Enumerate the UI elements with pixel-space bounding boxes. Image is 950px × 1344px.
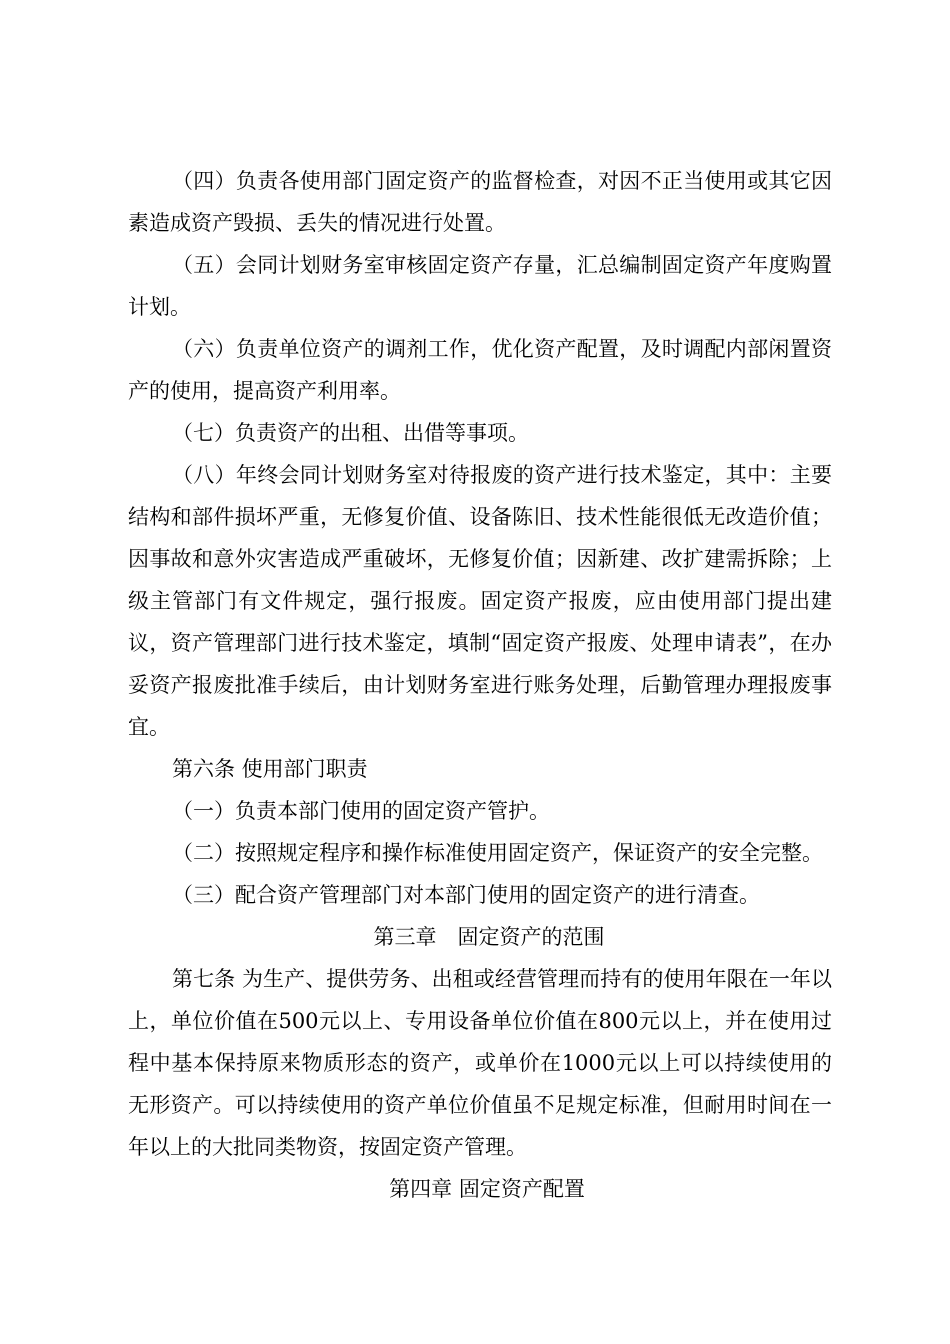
paragraph-dept-item-1: （一）负责本部门使用的固定资产管护。 xyxy=(172,799,550,823)
paragraph-dept-item-2: （二）按照规定程序和操作标准使用固定资产，保证资产的安全完整。 xyxy=(172,841,823,865)
paragraph-item-5: （五）会同计划财务室审核固定资产存量，汇总编制固定资产年度购置计划。 xyxy=(128,253,832,319)
chapter-3-heading: 第三章 固定资产的范围 xyxy=(373,925,605,949)
article-7-paragraph: 第七条 为生产、提供劳务、出租或经营管理而持有的使用年限在一年以上，单位价值在500元以上、专用设备单位价值在800元以上，并在使用过程中基本保持原来物质形态的资产，或单价在1000元以上可以持续使用的无形资产。可以持续使用的资产单位价值虽不足规定标准，但耐用时间在一年以上的大批同类物资，按固定资产管理。 xyxy=(128,967,832,1159)
paragraph-item-7: （七）负责资产的出租、出借等事项。 xyxy=(172,421,529,445)
chapter-4-heading: 第四章 固定资产配置 xyxy=(389,1177,585,1201)
document-body xyxy=(128,160,832,1210)
paragraph-item-6: （六）负责单位资产的调剂工作，优化资产配置，及时调配内部闲置资产的使用，提高资产利用率。 xyxy=(128,337,832,403)
paragraph-dept-item-3: （三）配合资产管理部门对本部门使用的固定资产的进行清查。 xyxy=(172,883,760,907)
paragraph-item-4: （四）负责各使用部门固定资产的监督检查，对因不正当使用或其它因素造成资产毁损、丢失的情况进行处置。 xyxy=(128,169,832,235)
paragraph-item-8: （八）年终会同计划财务室对待报废的资产进行技术鉴定，其中：主要结构和部件损坏严重，无修复价值、设备陈旧、技术性能很低无改造价值；因事故和意外灾害造成严重破坏，无修复价值；因新建、改扩建需拆除；上级主管部门有文件规定，强行报废。固定资产报废，应由使用部门提出建议，资产管理部门进行技术鉴定，填制“固定资产报废、处理申请表”，在办妥资产报废批准手续后，由计划财务室进行账务处理，后勤管理办理报废事宜。 xyxy=(128,463,832,739)
article-6-heading: 第六条 使用部门职责 xyxy=(172,757,368,781)
